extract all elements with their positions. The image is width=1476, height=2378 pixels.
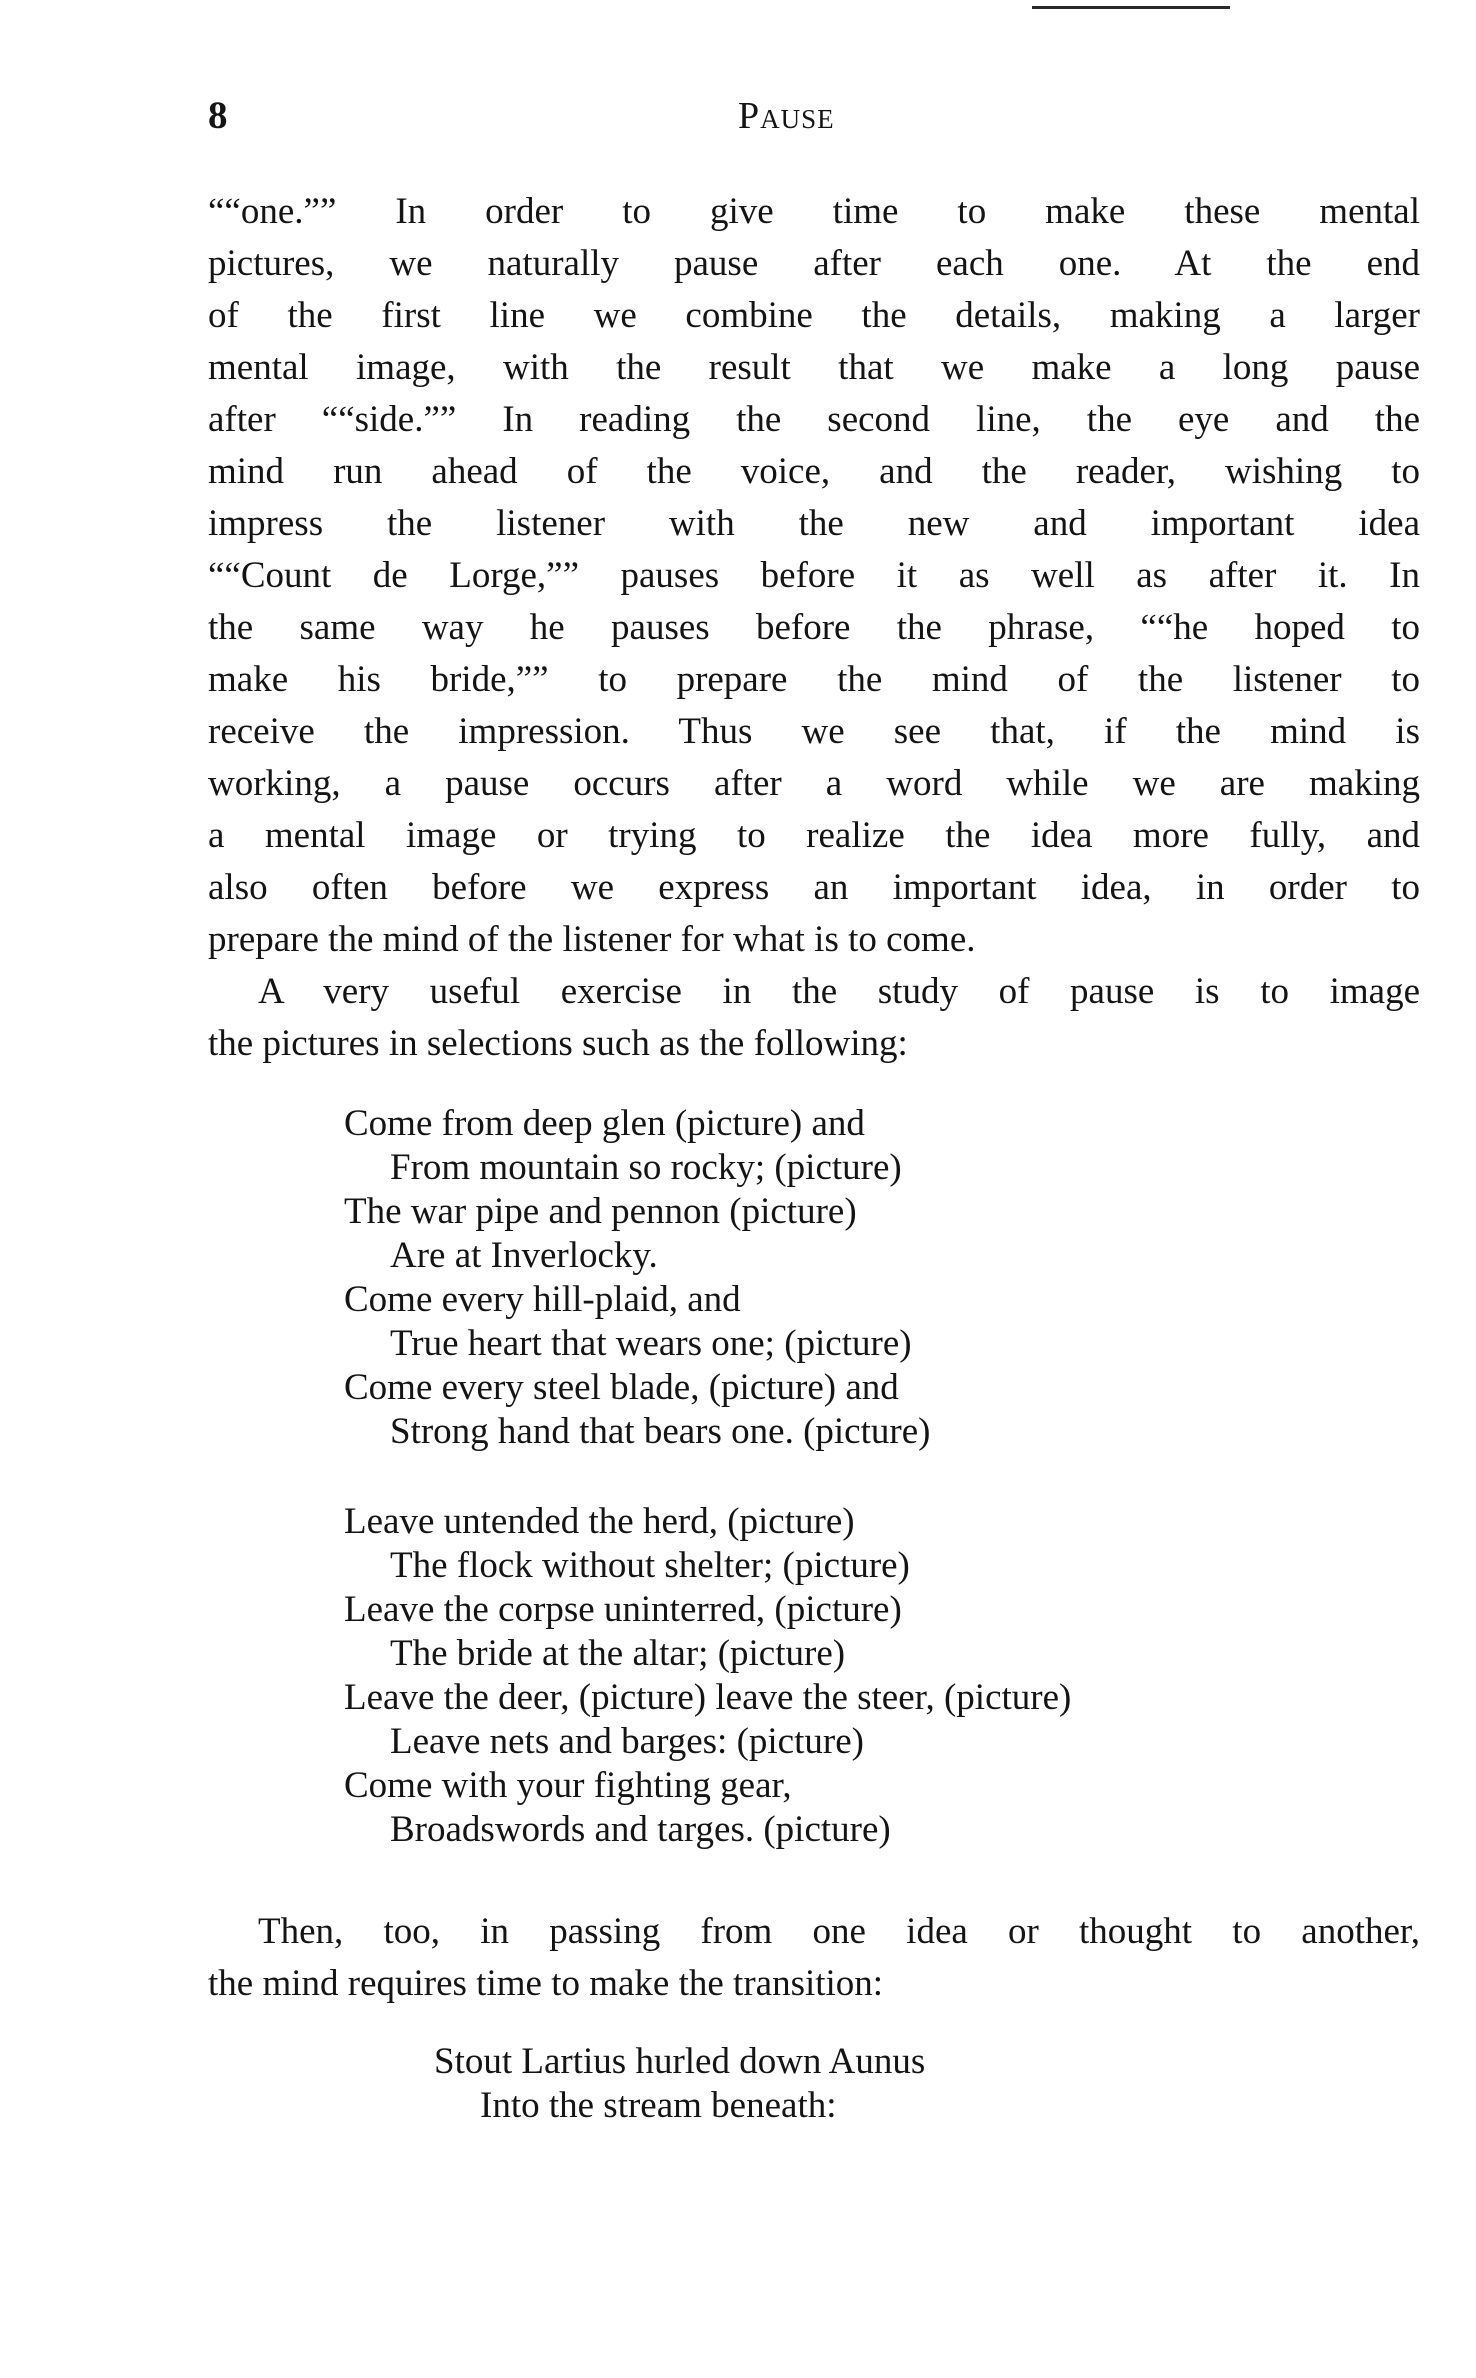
top-rule	[1032, 6, 1230, 9]
verse-line: Into the stream beneath:	[480, 2085, 837, 2126]
verse-line: Come every hill-plaid, and	[344, 1279, 741, 1320]
verse-line: Are at Inverlocky.	[390, 1235, 658, 1276]
text-line: working, a pause occurs after a word while we are making	[208, 763, 1420, 804]
text-line: after ““side.”” In reading the second line, the eye and the	[208, 399, 1420, 440]
verse-line: Strong hand that bears one. (picture)	[390, 1411, 931, 1452]
verse-line: Come from deep glen (picture) and	[344, 1103, 865, 1144]
text-line: make his bride,”” to prepare the mind of the listener to	[208, 659, 1420, 700]
text-line: of the first line we combine the details, making a larger	[208, 295, 1420, 336]
text-line: the pictures in selections such as the following:	[208, 1023, 908, 1064]
text-line: the mind requires time to make the transition:	[208, 1963, 884, 2004]
running-head: Pause	[738, 95, 835, 137]
verse-line: The bride at the altar; (picture)	[390, 1633, 846, 1674]
verse-line: The flock without shelter; (picture)	[390, 1545, 910, 1586]
text-line: a mental image or trying to realize the idea more fully, and	[208, 815, 1420, 856]
text-line: ““one.”” In order to give time to make these mental	[208, 191, 1420, 232]
text-line: pictures, we naturally pause after each one. At the end	[208, 243, 1420, 284]
verse-line: Leave nets and barges: (picture)	[390, 1721, 864, 1762]
verse-line: Come with your fighting gear,	[344, 1765, 792, 1806]
verse-line: Leave untended the herd, (picture)	[344, 1501, 855, 1542]
verse-line: From mountain so rocky; (picture)	[390, 1147, 902, 1188]
paragraph-exercise-intro	[208, 966, 1420, 1070]
text-line: A very useful exercise in the study of pause is to image	[258, 971, 1420, 1012]
paragraph-transition	[208, 1906, 1420, 2010]
text-line: receive the impression. Thus we see that, if the mind is	[208, 711, 1420, 752]
text-line: mental image, with the result that we make a long pause	[208, 347, 1420, 388]
verse-line: True heart that wears one; (picture)	[390, 1323, 912, 1364]
verse-line: Broadswords and targes. (picture)	[390, 1809, 891, 1850]
verse-line: The war pipe and pennon (picture)	[344, 1191, 857, 1232]
verse-stanza-2	[344, 1500, 1071, 1852]
verse-line: Leave the corpse uninterred, (picture)	[344, 1589, 902, 1630]
verse-stanza-1	[344, 1102, 930, 1454]
verse-stanza-3	[434, 2040, 925, 2128]
page-number: 8	[208, 94, 228, 137]
text-line: mind run ahead of the voice, and the reader, wishing to	[208, 451, 1420, 492]
verse-line: Leave the deer, (picture) leave the steer, (picture)	[344, 1677, 1072, 1718]
text-line: ““Count de Lorge,”” pauses before it as well as after it. In	[208, 555, 1420, 596]
text-line: impress the listener with the new and important idea	[208, 503, 1420, 544]
paragraph-pause-explanation	[208, 186, 1420, 966]
verse-line: Stout Lartius hurled down Aunus	[434, 2041, 926, 2082]
verse-line: Come every steel blade, (picture) and	[344, 1367, 899, 1408]
text-line: the same way he pauses before the phrase, ““he hoped to	[208, 607, 1420, 648]
text-line: Then, too, in passing from one idea or thought to another,	[258, 1911, 1420, 1952]
text-line: prepare the mind of the listener for what is to come.	[208, 919, 976, 960]
text-line: also often before we express an important idea, in order to	[208, 867, 1420, 908]
